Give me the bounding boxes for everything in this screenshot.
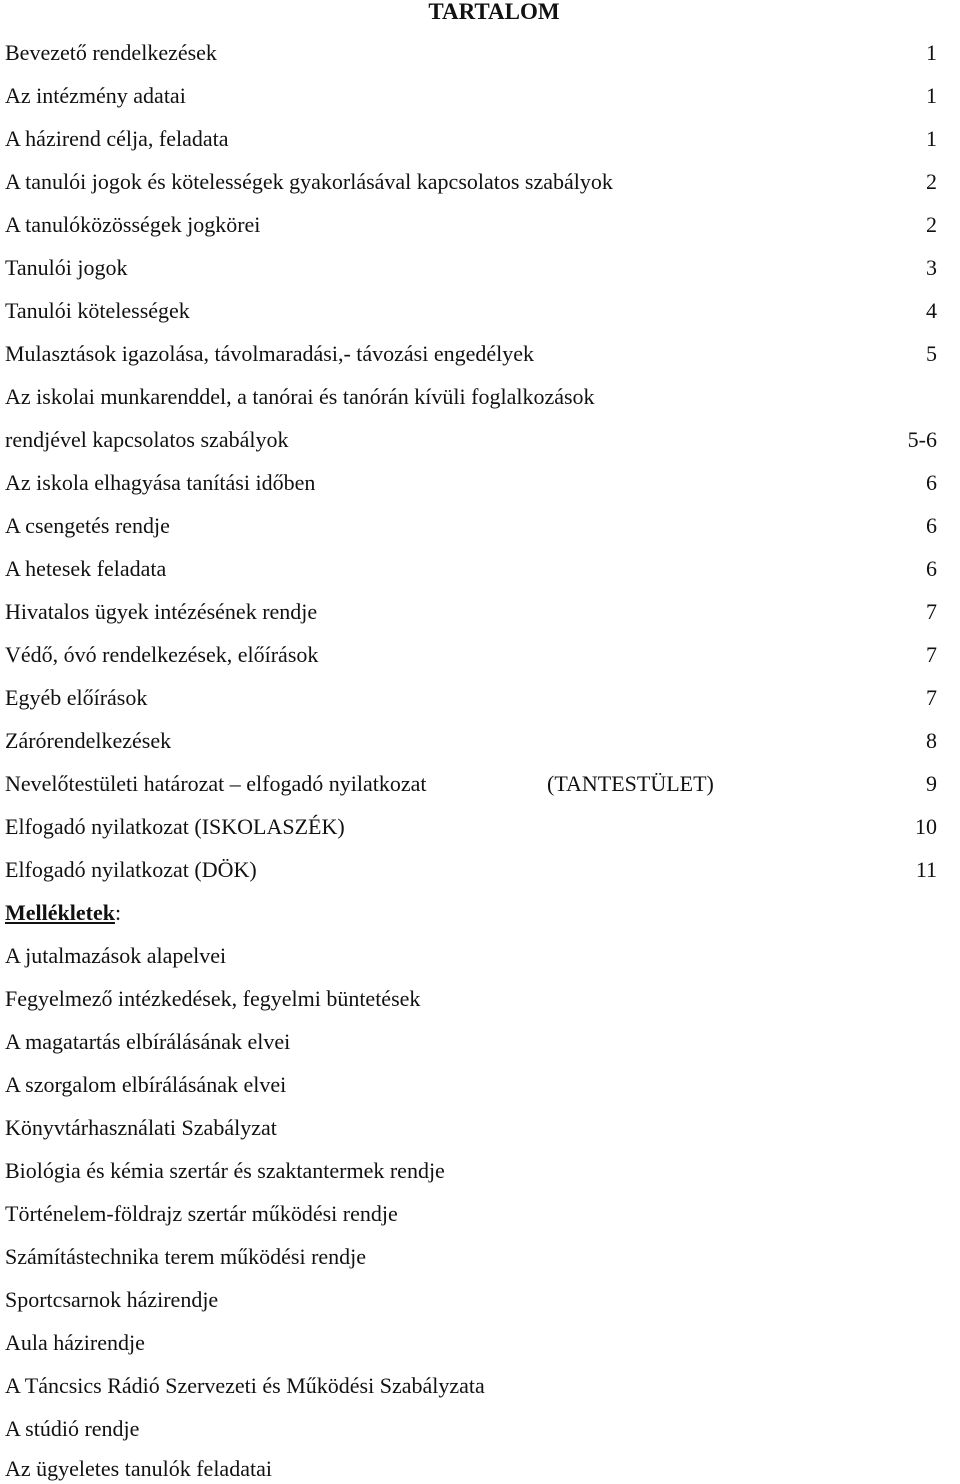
toc-label: Bevezető rendelkezések (5, 40, 217, 65)
appendix-item-label: Számítástechnika terem működési rendje (5, 1244, 367, 1269)
appendix-item (5, 1199, 937, 1229)
toc-label: Zárórendelkezések (5, 728, 172, 753)
appendix-item-label: Fegyelmező intézkedések, fegyelmi büntetések (5, 986, 421, 1011)
appendix-item (5, 1328, 937, 1358)
appendix-item (5, 1285, 937, 1315)
toc-page-number: 7 (926, 599, 937, 624)
toc-row (5, 382, 937, 412)
toc-label: A tanulói jogok és kötelességek gyakorlásával kapcsolatos szabályok (5, 169, 613, 194)
toc-row (5, 640, 937, 670)
toc-label: Az iskola elhagyása tanítási időben (5, 470, 316, 495)
toc-page-number: 1 (926, 126, 937, 151)
toc-label: rendjével kapcsolatos szabályok (5, 427, 289, 452)
toc-page-number: 3 (926, 255, 937, 280)
toc-label: Tanulói jogok (5, 255, 128, 280)
toc-label: Mulasztások igazolása, távolmaradási,- távozási engedélyek (5, 341, 535, 366)
toc-page-number: 2 (926, 212, 937, 237)
appendix-item-label: A stúdió rendje (5, 1416, 140, 1441)
appendix-heading: Mellékletek (5, 900, 115, 925)
toc-label: Hivatalos ügyek intézésének rendje (5, 599, 318, 624)
toc-page-number: 6 (926, 513, 937, 538)
toc-page-number: 7 (926, 642, 937, 667)
toc-label: Elfogadó nyilatkozat (DÖK) (5, 857, 257, 882)
toc-row (5, 554, 937, 584)
toc-mid-label: (TANTESTÜLET) (547, 771, 714, 796)
toc-page-number: 5 (926, 341, 937, 366)
appendix-item-label: Sportcsarnok házirendje (5, 1287, 219, 1312)
toc-row (5, 38, 937, 68)
toc-row (5, 726, 937, 756)
toc-row (5, 210, 937, 240)
toc-page-number: 11 (915, 857, 937, 882)
appendix-heading-row (5, 898, 937, 928)
appendix-item-label: A Táncsics Rádió Szervezeti és Működési Szabályzata (5, 1373, 485, 1398)
appendix-item (5, 1242, 937, 1272)
appendix-item (5, 1156, 937, 1186)
toc-row (5, 769, 937, 799)
toc-row (5, 296, 937, 326)
appendix-item-label: Biológia és kémia szertár és szaktantermek rendje (5, 1158, 445, 1183)
toc-page-number: 7 (926, 685, 937, 710)
toc-row (5, 124, 937, 154)
toc-row (5, 683, 937, 713)
appendix-item-label: A magatartás elbírálásának elvei (5, 1029, 291, 1054)
toc-page-number: 6 (926, 556, 937, 581)
toc-label: Az intézmény adatai (5, 83, 186, 108)
appendix-item (5, 1414, 937, 1444)
toc-row (5, 339, 937, 369)
appendix-item-label: Könyvtárhasználati Szabályzat (5, 1115, 277, 1140)
toc-label: Egyéb előírások (5, 685, 148, 710)
toc-row (5, 812, 937, 842)
appendix-item (5, 1113, 937, 1143)
appendix-item-label: A jutalmazások alapelvei (5, 943, 227, 968)
appendix-item (5, 1454, 937, 1484)
appendix-item (5, 1027, 937, 1057)
toc-page-number: 2 (926, 169, 937, 194)
toc-page-number: 10 (915, 814, 937, 839)
document-title: TARTALOM (428, 0, 560, 24)
appendix-item-label: Az ügyeletes tanulók feladatai (5, 1456, 272, 1481)
toc-page-number: 8 (926, 728, 937, 753)
toc-label: A házirend célja, feladata (5, 126, 229, 151)
appendix-item (5, 1070, 937, 1100)
toc-page-number: 1 (926, 40, 937, 65)
appendix-item-label: Aula házirendje (5, 1330, 145, 1355)
appendix-heading-wrap (5, 898, 121, 928)
toc-page-number: 4 (926, 298, 937, 323)
toc-row (5, 597, 937, 627)
toc-label: A hetesek feladata (5, 556, 167, 581)
toc-row (5, 468, 937, 498)
toc-label: Nevelőtestületi határozat – elfogadó nyilatkozat (5, 771, 427, 796)
toc-label: Tanulói kötelességek (5, 298, 190, 323)
appendix-item-label: A szorgalom elbírálásának elvei (5, 1072, 287, 1097)
toc-page-number: 5-6 (907, 427, 937, 452)
toc-row (5, 81, 937, 111)
toc-page-number: 6 (926, 470, 937, 495)
toc-label: Védő, óvó rendelkezések, előírások (5, 642, 319, 667)
toc-row (5, 855, 937, 885)
toc-row (5, 425, 937, 455)
toc-label: A csengetés rendje (5, 513, 170, 538)
toc-label: Elfogadó nyilatkozat (ISKOLASZÉK) (5, 814, 345, 839)
toc-page-number: 1 (926, 83, 937, 108)
appendix-item (5, 941, 937, 971)
toc-row (5, 511, 937, 541)
toc-row (5, 253, 937, 283)
appendix-heading-suffix: : (114, 900, 122, 925)
toc-label: Az iskolai munkarenddel, a tanórai és tanórán kívüli foglalkozások (5, 384, 595, 409)
appendix-item (5, 984, 937, 1014)
toc-row (5, 167, 937, 197)
appendix-item (5, 1371, 937, 1401)
toc-page-number: 9 (926, 771, 937, 796)
toc-label: A tanulóközösségek jogkörei (5, 212, 261, 237)
appendix-item-label: Történelem-földrajz szertár működési rendje (5, 1201, 398, 1226)
